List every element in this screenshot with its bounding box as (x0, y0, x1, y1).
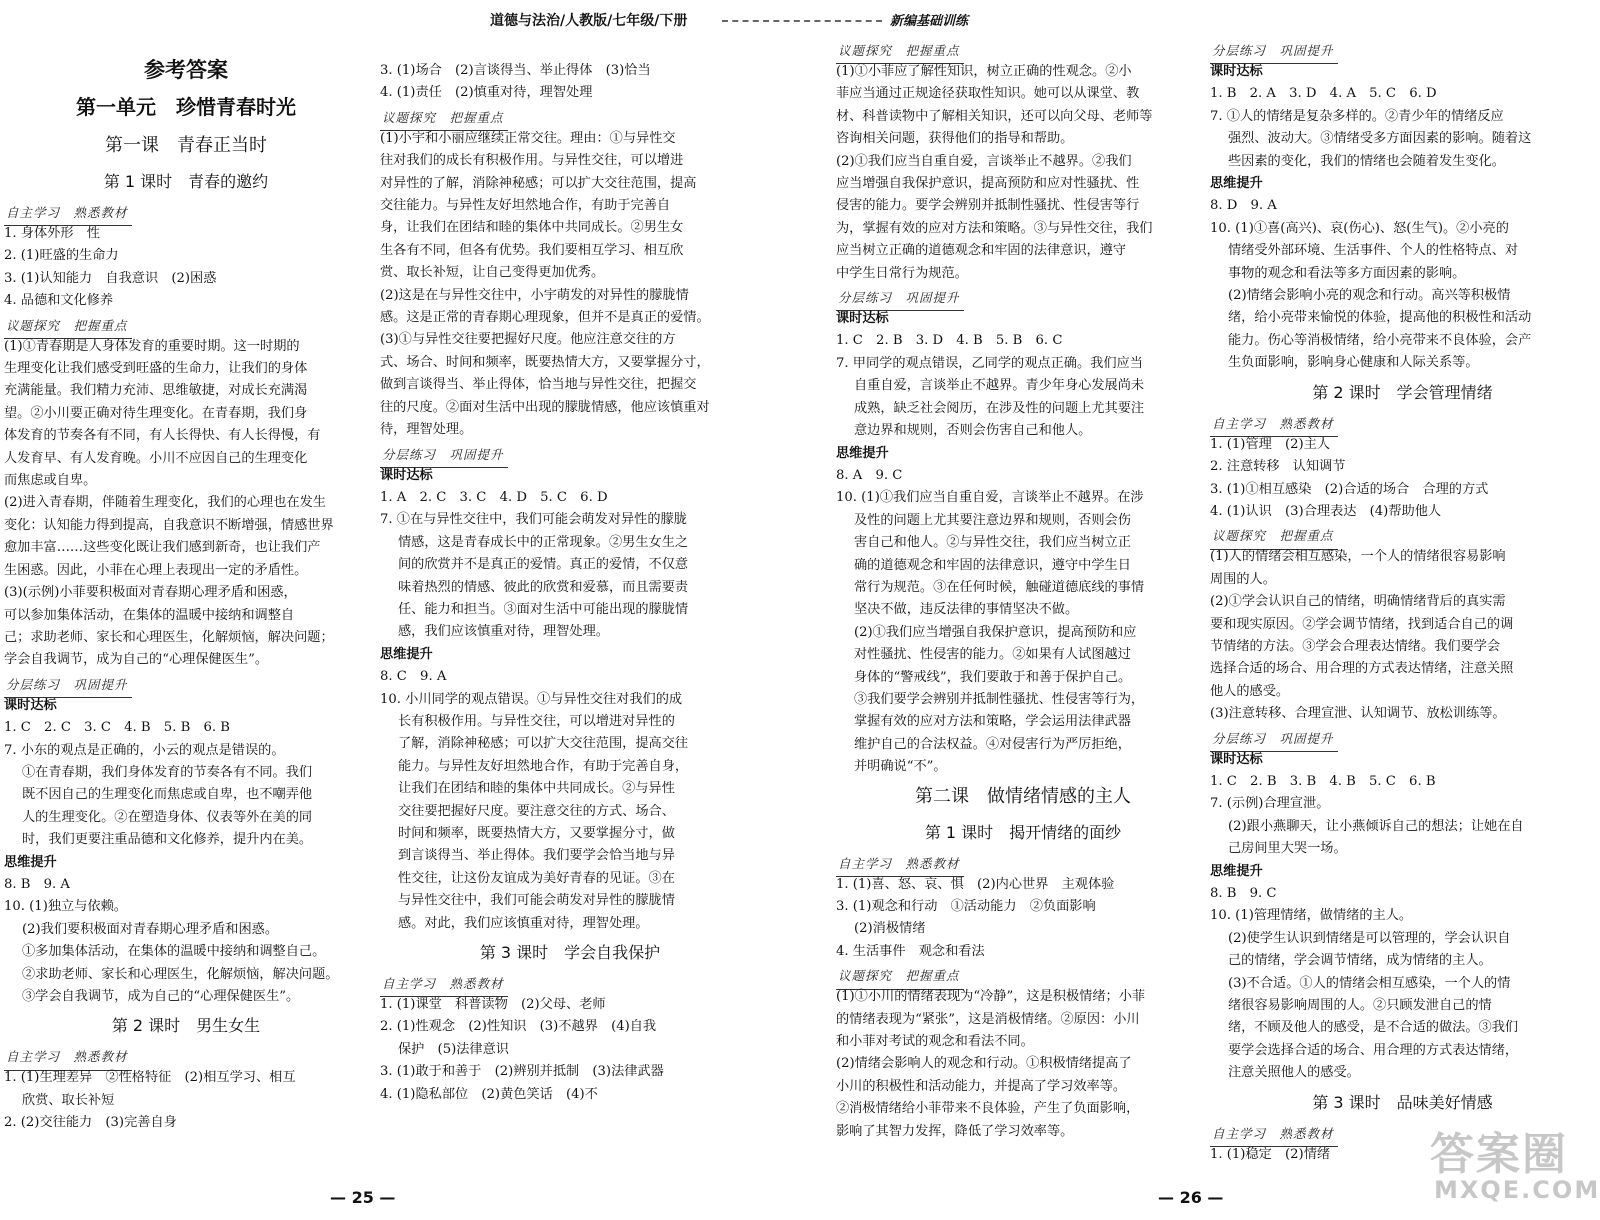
answer-line: 2. (1)性观念 (2)性知识 (3)不越界 (4)自我 (380, 1019, 657, 1035)
answer-line: 10. 小川同学的观点错误。①与异性交往对我们的成 (380, 691, 683, 707)
answer-line: (2)这是在与异性交往中，小宇萌发的对异性的朦胧情 (380, 287, 689, 303)
answer-line: 他人的感受。 (1210, 683, 1290, 699)
answer-line-indented: 感，我们应该慎重对待，理智处理。 (398, 624, 609, 640)
section-label-text: 自主学习 熟悉教材 (4, 202, 132, 226)
section-label-text: 议题探究 把握重点 (1210, 525, 1338, 549)
answer-line-indented: 既不因自己的生理变化而焦虑或自卑，也不嘲弄他 (22, 787, 313, 803)
header-divider (722, 20, 882, 22)
subsection-heading: 思维提升 (1210, 863, 1263, 879)
answer-line-indented: 长有积极作用。与异性交往，可以增进对异性的 (398, 713, 675, 729)
answer-line-indented: 些因素的变化，我们的情绪也会随着发生变化。 (1228, 153, 1505, 169)
section-label (1210, 523, 1595, 546)
answer-line-indented: (2)情绪会影响小亮的观念和行动。高兴等积极情 (1228, 288, 1511, 304)
subsection-heading: 课时达标 (1210, 64, 1263, 79)
section-label (380, 442, 760, 465)
spacer (380, 38, 760, 60)
answer-line-indented: 成熟，缺乏社会阅历，在涉及性的问题上尤其要注 (854, 400, 1145, 416)
answer-line-indented: ③学会自我调节，成为自己的“心理保健医生”。 (22, 989, 300, 1004)
answer-line: 应当增强自我保护意识，提高预防和应对性骚扰、性 (836, 176, 1140, 192)
answer-line: (2)进入青春期，伴随着生理变化，我们的心理也在发生 (4, 495, 326, 511)
section-label-text: 分层练习 巩固提升 (1210, 728, 1338, 752)
answer-line: 1. (1)稳定 (2)情绪 (1210, 1146, 1331, 1162)
answers-title: 参考答案 (144, 58, 228, 82)
answer-line-indented: 保护 (5)法律意识 (398, 1041, 509, 1057)
answer-line: 8. D 9. A (1210, 198, 1277, 214)
answer-line: 而焦虑或自卑。 (4, 473, 97, 489)
answer-line: 4. (1)责任 (2)慎重对待，理智处理 (380, 85, 593, 101)
answer-line: 1. C 2. C 3. C 4. B 5. B 6. B (4, 720, 230, 736)
section-label (380, 971, 760, 994)
answer-line-indented: (2)使学生认识到情绪是可以管理的，学会认识自 (1228, 930, 1511, 946)
answer-line: 生理变化让我们感受到旺盛的生命力，让我们的身体 (4, 361, 308, 377)
answer-line: 周围的人。 (1210, 571, 1276, 587)
section-label (836, 963, 1210, 986)
answer-line: 要和现实原因。②学会调节情绪，找到适合自己的调 (1210, 616, 1514, 632)
answer-line: 中学生日常行为规范。 (836, 265, 968, 281)
answer-line: 做到言谈得当、举止得体，恰当地与异性交往，把握交 (380, 377, 697, 393)
answer-line: 8. A 9. C (836, 467, 903, 483)
answer-line: 2. 注意转移 认知调节 (1210, 459, 1346, 475)
answer-line: 生各有不同，但各有优势。我们要相互学习、相互欣 (380, 242, 684, 258)
answer-line-indented: 注意关照他人的感受。 (1228, 1065, 1360, 1081)
subsection-heading: 课时达标 (836, 311, 889, 327)
lesson-heading: 第二课 做情绪情感的主人 (915, 785, 1131, 807)
answer-line: 3. (1)①相互感染 (2)合适的场合 合理的方式 (1210, 481, 1489, 497)
answer-line-indented: (2)跟小燕聊天，让小燕倾诉自己的想法；让她在自 (1228, 818, 1524, 834)
answer-line-indented: 感。对此，我们应该慎重对待，理智处理。 (398, 915, 649, 931)
watermark-logo (1430, 1118, 1600, 1208)
answer-line: 8. B 9. C (1210, 886, 1277, 901)
answer-line: 人发育早、有人发育晚。小川不应因自己的生理变化 (4, 450, 308, 466)
answer-line-indented: 味着热烈的情感、彼此的欣赏和爱慕，而且需要责 (398, 579, 689, 595)
answer-line: 变化：认知能力得到提高，自我意识不断增强，情感世界 (4, 517, 334, 533)
section-label-text: 自主学习 熟悉教材 (380, 973, 508, 997)
class-hour-heading: 第 3 课时 品味美好情感 (1312, 1092, 1493, 1112)
class-hour-heading: 第 3 课时 学会自我保护 (479, 943, 661, 963)
section-label (836, 285, 1210, 308)
answer-line: 10. (1)独立与依赖。 (4, 899, 127, 915)
answer-line-indented: 确的道德观念和牢固的法律意识，遵守中学生日 (854, 557, 1131, 573)
answer-line-indented: ③我们要学会辨别并抵制性骚扰、性侵害等行为， (854, 691, 1145, 707)
section-label (4, 313, 368, 336)
answer-line: 节情绪的方法。③学会合理表达情绪。我们要学会 (1210, 638, 1501, 654)
column-4 (1210, 38, 1595, 1166)
answer-line-indented: 掌握有效的应对方法和策略，学会运用法律武器 (854, 714, 1131, 730)
answer-line: 1. C 2. B 3. D 4. B 5. B 6. C (836, 333, 1063, 349)
answer-line: 10. (1)①我们应当自重自爱，言谈举止不越界。在涉 (836, 490, 1144, 506)
answer-line-indented: 绪很容易影响周围的人。②只顾发泄自己的情 (1228, 998, 1492, 1014)
section-label-text: 自主学习 熟悉教材 (1210, 1123, 1338, 1147)
answer-line: 1. (1)喜、怒、哀、惧 (2)内心世界 主观体验 (836, 876, 1115, 892)
answer-line: ②消极情绪给小菲带来不良体验，产生了负面影响， (836, 1101, 1140, 1117)
answer-line-indented: 维护自己的合法权益。④对侵害行为严厉拒绝， (854, 736, 1131, 752)
answer-line-indented: 绪，给小亮带来愉悦的体验，提高他的积极性和活动 (1228, 310, 1532, 326)
answer-line: 学会自我调节，成为自己的“心理保健医生”。 (4, 652, 269, 668)
answer-line: (1)小宇和小丽应继续正常交往。理由：①与异性交 (380, 130, 676, 146)
answer-line: 望。②小川要正确对待生理变化。在青春期，我们身 (4, 405, 308, 421)
column-2 (380, 38, 760, 1106)
answer-line: 式、场合、时间和频率，既要热情大方，又要掌握分寸， (380, 354, 710, 370)
section-label-text: 分层练习 巩固提升 (836, 287, 964, 311)
answer-line: 对异性的了解，消除神秘感；可以扩大交往范围，提高 (380, 175, 697, 191)
section-label (1210, 726, 1595, 749)
section-label-text: 自主学习 熟悉教材 (836, 853, 964, 877)
answer-line: 1. C 2. B 3. B 4. B 5. C 6. B (1210, 773, 1436, 789)
answer-line-indented: 时间和频率，既要热情大方，又要掌握分寸，做 (398, 826, 675, 841)
answer-line-indented: 能力。伤心等消极情绪，给小亮带来不良体验，会产 (1228, 332, 1532, 348)
answer-line: 小川的积极性和活动能力，并提高了学习效率等。 (836, 1078, 1127, 1094)
answer-line-indented: ①在青春期，我们身体发育的节奏各有不同。我们 (22, 764, 313, 780)
answer-line-indented: ①多加集体活动，在集体的温暖中接纳和调整自己。 (22, 944, 326, 960)
lesson-heading: 第一课 青春正当时 (105, 135, 267, 156)
answer-line: 7. 甲同学的观点错误，乙同学的观点正确。我们应当 (836, 355, 1143, 371)
answer-line-indented: 能力。与异性友好坦然地合作，有助于完善自身， (398, 758, 689, 774)
answer-line: 材、科普读物中了解相关知识，还可以向父母、老师等 (836, 108, 1153, 124)
section-label (836, 851, 1210, 874)
class-hour-heading: 第 2 课时 学会管理情绪 (1312, 382, 1493, 402)
answer-line: (3)(示例)小菲要积极面对青春期心理矛盾和困惑， (4, 585, 297, 601)
subsection-heading: 思维提升 (1210, 176, 1263, 192)
answer-line: 充满能量。我们精力充沛、思维敏捷，对成长充满渴 (4, 383, 308, 399)
section-label-text: 分层练习 巩固提升 (4, 674, 132, 698)
section-label (4, 1044, 368, 1067)
answer-line-indented: 生负面影响，影响身心健康和人际关系等。 (1228, 355, 1479, 371)
answer-line-indented: 情感，这是青春成长中的正常现象。②男生女生之 (398, 534, 689, 550)
answer-line: 4. 生活事件 观念和看法 (836, 943, 985, 959)
answer-line: 7. ①在与异性交往中，我们可能会萌发对异性的朦胧 (380, 512, 687, 528)
answer-line-indented: ②求助老师、家长和心理医生，化解烦恼，解决问题。 (22, 966, 339, 982)
header-series: 新编基础训练 (890, 14, 969, 29)
answer-line: 和小菲对考试的观念和看法不同。 (836, 1034, 1034, 1050)
answer-line: 待，理智处理。 (380, 422, 473, 438)
class-hour-heading: 第 1 课时 揭开情绪的面纱 (924, 822, 1122, 842)
answer-line-indented: 并明确说“不”。 (854, 759, 947, 775)
answer-line: 8. B 9. A (4, 876, 70, 892)
answer-line-indented: 绪，不顾及他人的感受，是不合适的做法。③我们 (1228, 1020, 1519, 1036)
section-label (380, 105, 760, 128)
answer-line-indented: 常行为规范。③在任何时候，触碰道德底线的事情 (854, 579, 1145, 595)
section-label (836, 38, 1210, 61)
answer-line-indented: 性交往，让这份友谊成为美好青春的见证。③在 (398, 870, 675, 886)
answer-line: 菲应当通过正规途径获取性知识。她可以从课堂、教 (836, 86, 1140, 102)
answer-line-indented: 让我们在团结和睦的集体中共同成长。②与异性 (398, 781, 675, 797)
answer-line: (2)①我们应当自重自爱，言谈举止不越界。②我们 (836, 153, 1132, 169)
answer-line: 3. (1)认知能力 自我意识 (2)困惑 (4, 270, 217, 286)
answer-line: 10. (1)管理情绪，做情绪的主人。 (1210, 908, 1413, 924)
section-label-text: 议题探究 把握重点 (380, 107, 508, 131)
answer-line: 选择合适的场合、用合理的方式表达情绪，注意关照 (1210, 661, 1514, 677)
answer-line: 为，掌握有效的应对方法和策略。③与异性交往，我们 (836, 220, 1153, 236)
answer-line: 应当树立正确的道德观念和牢固的法律意识，遵守 (836, 243, 1127, 259)
answer-line-indented: 意边界和规则，否则会伤害自己和他人。 (854, 423, 1092, 439)
watermark-text: 答案圈 (1430, 1129, 1568, 1180)
answer-line: 1. 身体外形 性 (4, 226, 100, 241)
watermark-url: MXQE.COM (1434, 1176, 1600, 1204)
answer-line-indented: 与异性交往中，我们可能会萌发对异性的朦胧情 (398, 893, 675, 909)
answer-line-indented: 害自己和他人。②与异性交往，我们应当树立正 (854, 535, 1131, 551)
answer-line: 1. (1)课堂 科普读物 (2)父母、老师 (380, 997, 606, 1013)
class-hour-heading: 第 1 课时 青春的邀约 (103, 172, 269, 191)
answer-line-indented: 人的生理变化。②在塑造身体、仪表等外在美的同 (22, 809, 313, 825)
answer-line: 4. (1)隐私部位 (2)黄色笑话 (4)不 (380, 1086, 598, 1102)
answer-line: 体发育的节奏各有不同，有人长得快、有人长得慢，有 (4, 428, 321, 444)
answer-line: 7. (示例)合理宣泄。 (1210, 796, 1330, 812)
section-label-text: 分层练习 巩固提升 (380, 444, 508, 468)
answer-line: 的情绪表现为“紧张”，这是消极情绪。②原因：小川 (836, 1011, 1140, 1027)
answer-line: (1)①小菲应了解性知识，树立正确的性观念。②小 (836, 64, 1132, 79)
subsection-heading: 思维提升 (4, 854, 57, 870)
answer-line: 1. (1)管理 (2)主人 (1210, 436, 1331, 452)
answer-line-indented: 己房间里大哭一场。 (1228, 841, 1347, 857)
column-1 (4, 38, 368, 1135)
answer-line-indented: 了解，消除神秘感；可以扩大交往范围，提高交往 (398, 736, 689, 752)
answer-line: (3)①与异性交往要把握好尺度。他应注意交往的方 (380, 332, 676, 348)
answer-line: 愈加丰富……这些变化既让我们感到新奇，也让我们产 (4, 540, 321, 556)
answer-line: 7. 小东的观点是正确的，小云的观点是错误的。 (4, 742, 285, 758)
section-label (4, 672, 368, 695)
answer-line: (2)情绪会影响人的观念和行动。①积极情绪提高了 (836, 1056, 1132, 1072)
answer-line-indented: 欣赏、取长补短 (22, 1092, 115, 1108)
answer-line: 10. (1)①喜(高兴)、哀(伤心)、怒(生气)。②小亮的 (1210, 220, 1509, 236)
answer-line: 3. (1)敢于和善于 (2)辨别并抵制 (3)法律武器 (380, 1064, 664, 1080)
answer-line: 赏、取长补短，让自己变得更加优秀。 (380, 265, 605, 281)
answer-line: 2. (2)交往能力 (3)完善自身 (4, 1115, 177, 1131)
answer-line: 1. B 2. A 3. D 4. A 5. C 6. D (1210, 86, 1437, 102)
answer-line-indented: 时，我们更要注重品德和文化修养，提升内在美。 (22, 832, 313, 848)
subsection-heading: 思维提升 (380, 646, 433, 662)
answer-line: (2)①学会认识自己的情绪，明确情绪背后的真实需 (1210, 594, 1506, 610)
section-label (1210, 411, 1595, 434)
class-hour-heading: 第 2 课时 男生女生 (111, 1016, 261, 1036)
answer-line: 身，让我们在团结和睦的集体中共同成长。②男生女 (380, 220, 684, 236)
section-label (1210, 38, 1595, 61)
unit-heading: 第一单元 珍惜青春时光 (76, 95, 296, 119)
answer-line-indented: (2)①我们应当增强自我保护意识，提高预防和应 (854, 624, 1137, 640)
subsection-heading: 思维提升 (836, 445, 889, 461)
page-number-right: — 26 — (1158, 1188, 1224, 1207)
page-number-left: — 25 — (330, 1188, 396, 1207)
answer-line: (1)①青春期是人身体发育的重要时期。这一时期的 (4, 338, 300, 354)
answer-line-indented: 及性的问题上尤其要注意边界和规则，否则会伤 (854, 512, 1131, 528)
section-label-text: 分层练习 巩固提升 (1210, 40, 1338, 64)
answer-line-indented: (2)我们要积极面对青春期心理矛盾和困惑。 (22, 921, 279, 937)
answer-line: 感。这是正常的青春期心理现象，但并不是真正的爱情。 (380, 310, 710, 326)
answer-line-indented: 己的情绪，学会调节情绪，成为情绪的主人。 (1228, 953, 1492, 969)
subsection-heading: 课时达标 (380, 467, 433, 483)
answer-line: (1)①小川的情绪表现为“冷静”，这是积极情绪；小菲 (836, 989, 1146, 1005)
subsection-heading: 课时达标 (4, 697, 57, 713)
section-label (4, 200, 368, 223)
answer-line-indented: 间的欣赏并不是真正的爱情。真正的爱情，不仅意 (398, 557, 689, 573)
answer-line: 咨询相关问题，获得他们的指导和帮助。 (836, 131, 1074, 147)
page-header (490, 2, 1040, 32)
section-label-text: 自主学习 熟悉教材 (1210, 413, 1338, 437)
answer-line: 8. C 9. A (380, 669, 447, 685)
answer-line: 往对我们的成长有积极作用。与异性交往，可以增进 (380, 153, 684, 169)
answer-line: 侵害的能力。要学会辨别并抵制性骚扰、性侵害等行 (836, 198, 1140, 214)
section-label-text: 自主学习 熟悉教材 (4, 1046, 132, 1070)
answer-line-indented: 身体的“警戒线”，我们要敢于和善于保护自己。 (854, 669, 1132, 685)
answer-line: 3. (1)观念和行动 ①活动能力 ②负面影响 (836, 899, 1096, 914)
answer-line-indented: 事物的观念和看法等多方面因素的影响。 (1228, 265, 1466, 281)
section-label-text: 议题探究 把握重点 (4, 315, 132, 339)
answer-line-indented: 情绪受外部环境、生活事件、个人的性格特点、对 (1228, 243, 1519, 259)
answer-line: 往的尺度。②面对生活中出现的朦胧情感，他应该慎重对 (380, 399, 710, 415)
answer-line-indented: 坚决不做，违反法律的事情坚决不做。 (854, 602, 1079, 618)
answer-line-indented: (2)消极情绪 (854, 921, 926, 937)
answer-line: 3. (1)场合 (2)言谈得当、举止得体 (3)恰当 (380, 63, 651, 78)
answer-line: (3)注意转移、合理宣泄、认知调节、放松训练等。 (1210, 706, 1506, 722)
answer-line: 生困惑。因此，小菲在心理上表现出一定的矛盾性。 (4, 562, 308, 578)
answer-line: 2. (1)旺盛的生命力 (4, 248, 119, 264)
answer-line-indented: 强烈、波动大。③情绪受多方面因素的影响。随着这 (1228, 131, 1532, 147)
section-label-text: 议题探究 把握重点 (836, 40, 964, 64)
answer-line: (1)人的情绪会相互感染，一个人的情绪很容易影响 (1210, 549, 1506, 565)
answer-line-indented: (3)不合适。①人的情绪会相互感染，一个人的情 (1228, 975, 1511, 991)
answer-line: 可以参加集体活动，在集体的温暖中接纳和调整自 (4, 607, 295, 623)
answer-line-indented: 任、能力和担当。③面对生活中可能出现的朦胧情 (398, 601, 689, 617)
answer-line-indented: 交往要把握好尺度。要注意交往的方式、场合、 (398, 803, 675, 819)
answer-line: 交往能力。与异性友好坦然地合作，有助于完善自 (380, 198, 671, 214)
answer-line-indented: 自重自爱，言谈举止不越界。青少年身心发展尚未 (854, 378, 1145, 394)
section-label-text: 议题探究 把握重点 (836, 965, 964, 989)
column-3 (836, 38, 1210, 1143)
answer-line: 4. 品德和文化修养 (4, 293, 114, 309)
answer-line: 7. ①人的情绪是复杂多样的。②青少年的情绪反应 (1210, 108, 1504, 124)
answer-line: 影响了其智力发挥，降低了学习效率等。 (836, 1123, 1074, 1139)
answer-line: 1. A 2. C 3. C 4. D 5. C 6. D (380, 489, 608, 505)
answer-line-indented: 对性骚扰、性侵害的能力。②如果有人试图越过 (854, 647, 1131, 663)
answer-line: 己；求助老师、家长和心理医生，化解烦恼，解决问题； (4, 629, 334, 645)
answer-line: 4. (1)认识 (3)合理表达 (4)帮助他人 (1210, 503, 1442, 519)
subsection-heading: 课时达标 (1210, 751, 1263, 767)
answer-line-indented: 要学会选择合适的场合、用合理的方式表达情绪， (1228, 1042, 1519, 1058)
answer-line: 1. (1)生理差异 ②性格特征 (2)相互学习、相互 (4, 1070, 296, 1086)
header-title: 道德与法治/人教版/七年级/下册 (490, 13, 688, 29)
answer-line-indented: 到言谈得当、举止得体。我们要学会恰当地与异 (398, 848, 675, 864)
